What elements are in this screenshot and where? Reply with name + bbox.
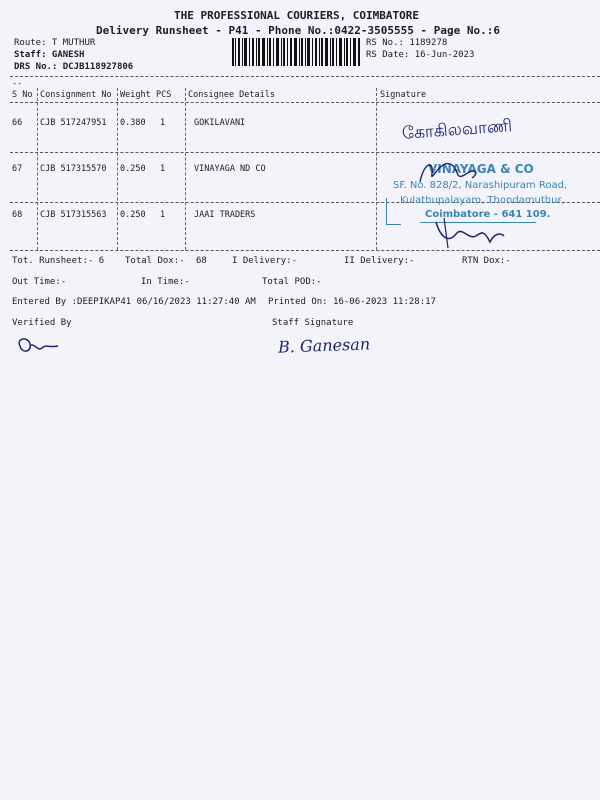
tamil-signature: கோகிலவாணி <box>401 116 513 144</box>
column-divider <box>185 88 186 250</box>
row-pcs: 1 <box>160 164 166 174</box>
stamp-corner-mark <box>386 198 401 225</box>
total-pod: Total POD:- <box>262 277 322 287</box>
row-weight: 0.250 <box>120 210 146 220</box>
column-header-consignee: Consignee Details <box>188 90 275 100</box>
tot-runsheet: Tot. Runsheet:- 6 <box>12 256 105 266</box>
column-header-weight: Weight <box>120 90 151 100</box>
column-header-signature: Signature <box>380 90 427 100</box>
runsheet-subtitle: Delivery Runsheet - P41 - Phone No.:0422-3505555 - Page No.:6 <box>96 24 500 37</box>
entered-by: Entered By :DEEPIKAP41 06/16/2023 11:27:40 AM <box>12 297 256 307</box>
row-consignee: VINAYAGA ND CO <box>194 164 266 174</box>
row-sno: 67 <box>12 164 23 174</box>
route-label: Route: T MUTHUR <box>14 38 96 48</box>
rs-number: RS No.: 1189278 <box>366 38 448 48</box>
barcode <box>232 38 360 66</box>
row-pcs: 1 <box>160 210 166 220</box>
header-divider <box>10 76 600 77</box>
drs-number: DRS No.: DCJB118927806 <box>14 62 134 72</box>
verified-by-label: Verified By <box>12 318 72 328</box>
stamp-company-name: VINAYAGA & CO <box>428 162 534 176</box>
row-consignee: GOKILAVANI <box>194 118 246 128</box>
column-divider <box>37 88 38 250</box>
verifier-initials <box>12 334 62 358</box>
column-header-divider <box>10 102 600 103</box>
row-consignment: CJB 517315563 <box>40 210 107 220</box>
table-lead: -- <box>12 79 23 89</box>
stamp-address-line2: Kulathupalayam, Thondamuthur, <box>400 195 565 206</box>
column-header-sno: S No <box>12 90 33 100</box>
stamp-signature-scribble <box>410 152 520 252</box>
column-header-consignment: Consignment No <box>40 90 112 100</box>
stamp-address-line1: SF. No. 828/2, Narashipuram Road, <box>393 180 568 191</box>
stamp-address-line3: Coimbatore - 641 109. <box>425 209 551 220</box>
staff-signature-label: Staff Signature <box>272 318 354 328</box>
column-divider <box>117 88 118 250</box>
rs-date: RS Date: 16-Jun-2023 <box>366 50 475 60</box>
staff-label: Staff: GANESH <box>14 50 85 60</box>
staff-signature: B. Ganesan <box>277 334 371 357</box>
row-weight: 0.250 <box>120 164 146 174</box>
row-consignee: JAAI TRADERS <box>194 210 256 220</box>
rtn-dox: RTN Dox:- <box>462 256 511 266</box>
row-sno: 68 <box>12 210 23 220</box>
i-delivery: I Delivery:- <box>232 256 298 266</box>
row-consignment: CJB 517247951 <box>40 118 107 128</box>
column-divider <box>376 88 377 250</box>
ii-delivery: II Delivery:- <box>344 256 415 266</box>
column-header-pcs: PCS <box>156 90 172 100</box>
total-dox-label: Total Dox:- <box>125 256 185 266</box>
row-weight: 0.380 <box>120 118 146 128</box>
in-time: In Time:- <box>141 277 190 287</box>
printed-on: Printed On: 16-06-2023 11:28:17 <box>268 297 436 307</box>
page-title: THE PROFESSIONAL COURIERS, COIMBATORE <box>174 9 420 22</box>
row-pcs: 1 <box>160 118 166 128</box>
out-time: Out Time:- <box>12 277 67 287</box>
row-sno: 66 <box>12 118 23 128</box>
total-dox-value: 68 <box>196 256 207 266</box>
row-consignment: CJB 517315570 <box>40 164 107 174</box>
